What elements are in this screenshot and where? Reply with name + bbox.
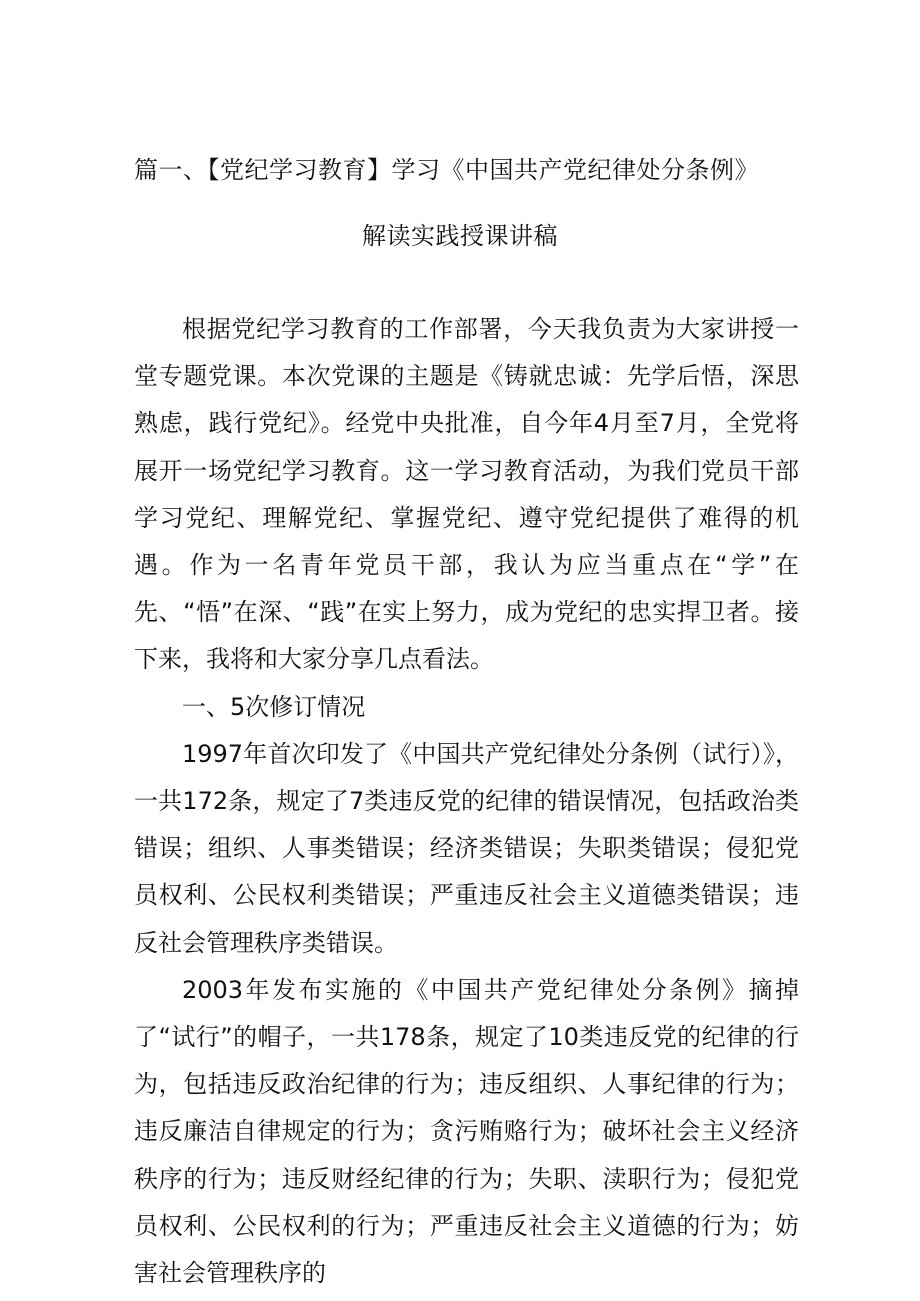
document-body xyxy=(134,306,799,1297)
title-line-2: 解读实践授课讲稿 xyxy=(362,222,558,250)
paragraph-intro: 根据党纪学习教育的工作部署，今天我负责为大家讲授一堂专题党课。本次党课的主题是《铸就忠诚：先学后悟，深思熟虑，践行党纪》。经党中央批准，自今年4月至7月，全党将展开一场党纪学习教育。这一学习教育活动，为我们党员干部学习党纪、理解党纪、掌握党纪、遵守党纪提供了难得的机遇。作为一名青年党员干部，我认为应当重点在“学”在先、“悟”在深、“践”在实上努力，成为党纪的忠实捍卫者。接下来，我将和大家分享几点看法。 xyxy=(134,315,799,674)
title-line-1: 篇一、【党纪学习教育】学习《中国共产党纪律处分条例》 xyxy=(134,156,759,184)
paragraph-1997: 1997年首次印发了《中国共产党纪律处分条例（试行）》，一共172条，规定了7类违反党的纪律的错误情况，包括政治类错误；组织、人事类错误；经济类错误；失职类错误；侵犯党员权利、公民权利类错误；严重违反社会主义道德类错误；违反社会管理秩序类错误。 xyxy=(134,739,799,957)
paragraph-2003: 2003年发布实施的《中国共产党纪律处分条例》摘掉了“试行”的帽子，一共178条，规定了10类违反党的纪律的行为，包括违反政治纪律的行为；违反组织、人事纪律的行为；违反廉洁自律规定的行为；贪污贿赂行为；破坏社会主义经济秩序的行为；违反财经纪律的行为；失职、渎职行为；侵犯党员权利、公民权利的行为；严重违反社会主义道德的行为；妨害社会管理秩序的 xyxy=(134,975,799,1288)
document-title xyxy=(0,150,920,256)
section-heading: 一、5次修订情况 xyxy=(182,692,366,721)
